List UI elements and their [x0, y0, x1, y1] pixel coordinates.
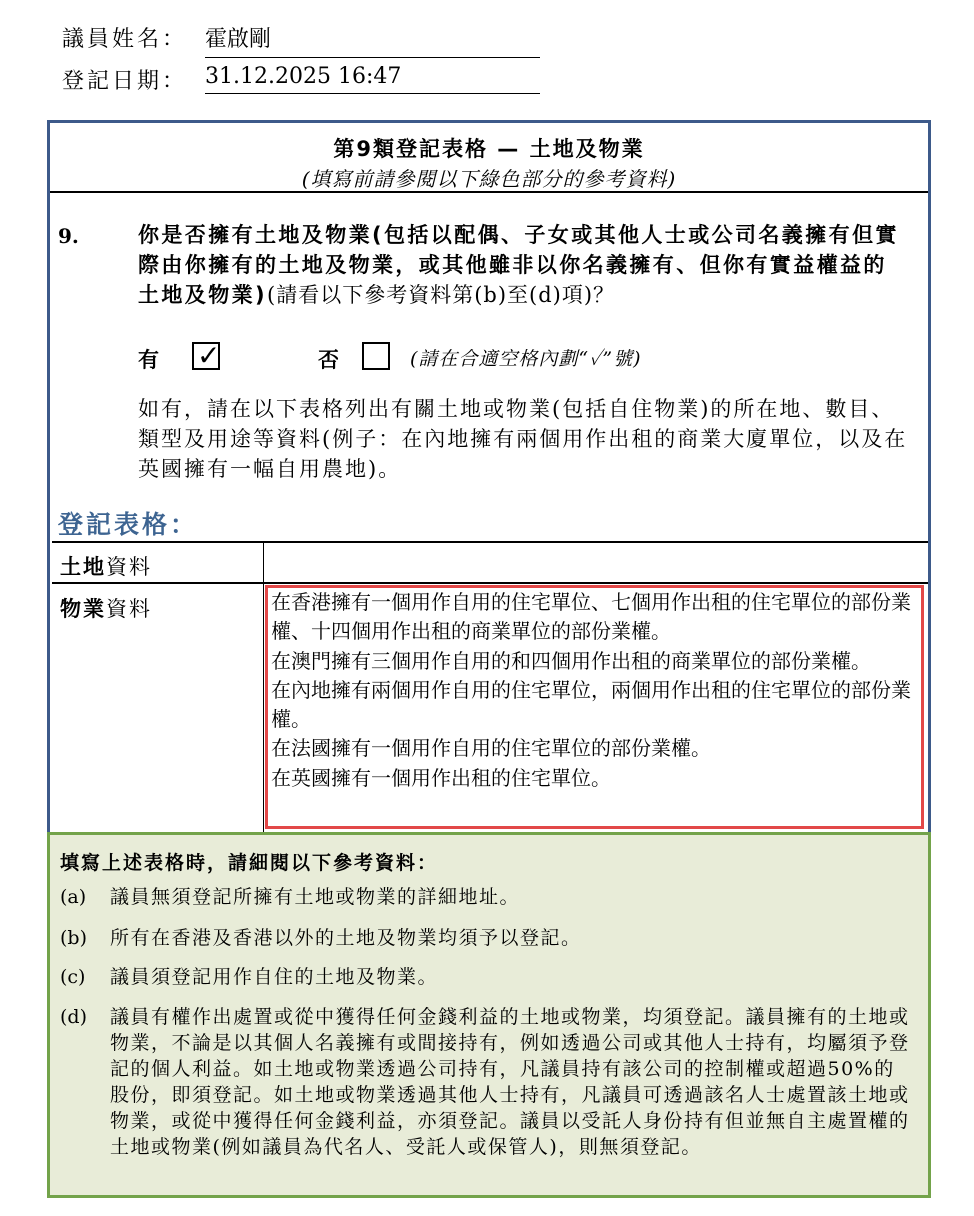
question-bold-text: 你是否擁有土地及物業(包括以配偶、子女或其他人士或公司名義擁有但實際由你擁有的土地及物業，或其他雖非以你名義擁有、但你有實益權益的土地及物業)	[138, 223, 899, 307]
reference-heading: 填寫上述表格時，請細閱以下參考資料：	[60, 852, 439, 874]
land-label-bold: 土地	[60, 555, 106, 579]
property-line-uk: 在英國擁有一個用作出租的住宅單位。	[271, 765, 611, 790]
checkmark-icon: ✓	[197, 339, 221, 372]
table-rule	[52, 582, 928, 584]
question-number: 9.	[58, 224, 79, 248]
checkbox-instruction: (請在合適空格內劃“✓”號)	[410, 348, 642, 370]
reference-label: (d)	[60, 1006, 87, 1028]
reference-label: (a)	[60, 886, 87, 908]
property-details	[271, 588, 923, 793]
land-label-rest: 資料	[106, 555, 152, 579]
question-text	[138, 220, 908, 310]
land-row-label	[60, 551, 152, 581]
reference-text: 所有在香港及香港以外的土地及物業均須予以登記。	[110, 927, 582, 949]
property-label-bold: 物業	[60, 597, 106, 621]
property-label-rest: 資料	[106, 597, 152, 621]
form-subtitle: (填寫前請參閱以下綠色部分的參考資料)	[301, 167, 677, 191]
reference-label: (c)	[60, 966, 86, 988]
question-reference-note: (請看以下參考資料第(b)至(d)項)？	[267, 283, 616, 307]
table-rule	[52, 541, 928, 543]
reference-label: (b)	[60, 927, 87, 949]
property-line-mainland: 在內地擁有兩個用作自用的住宅單位，兩個用作出租的住宅單位的部份業權。	[271, 677, 911, 732]
member-name-label: 議員姓名：	[62, 27, 188, 52]
yes-label: 有	[138, 348, 159, 372]
reference-text: 議員須登記用作自住的土地及物業。	[110, 966, 439, 988]
property-line-france: 在法國擁有一個用作自用的住宅單位的部份業權。	[271, 736, 711, 761]
reference-text: 議員有權作出處置或從中獲得任何金錢利益的土地或物業，均須登記。議員擁有的土地或物業，不論是以其個人名義擁有或間接持有，例如透過公司或其他人士持有，均屬須予登記的個人利益。如土地或物業透過公司持有，凡議員持有該公司的控制權或超過50%的股份，即須登記。如土地或物業透過其他人士持有，凡議員可透過該名人士處置該土地或物業，或從中獲得任何金錢利益，亦須登記。議員以受託人身份持有但並無自主處置權的土地或物業(例如議員為代名人、受託人或保管人)，則無須登記。	[110, 1006, 910, 1158]
registration-date-label: 登記日期：	[62, 69, 188, 94]
form-title-box	[50, 123, 928, 193]
reference-text: 議員無須登記所擁有土地或物業的詳細地址。	[110, 886, 521, 908]
registration-date-value: 31.12.2025 16:47	[205, 64, 540, 94]
form-title: 第9類登記表格 — 土地及物業	[333, 137, 645, 161]
no-checkbox[interactable]	[362, 342, 390, 370]
instruction-paragraph: 如有，請在以下表格列出有關土地或物業(包括自住物業)的所在地、數目、類型及用途等資料(例子：在內地擁有兩個用作出租的商業大廈單位，以及在英國擁有一幅自用農地)。	[138, 397, 908, 481]
no-label: 否	[318, 348, 339, 372]
table-column-divider	[263, 541, 264, 832]
member-name-value: 霍啟剛	[205, 22, 540, 58]
property-row-label	[60, 593, 152, 623]
property-line-macau: 在澳門擁有三個用作自用的和四個用作出租的商業單位的部份業權。	[271, 648, 871, 673]
property-line-hk: 在香港擁有一個用作自用的住宅單位、七個用作出租的住宅單位的部份業權、十四個用作出租的商業單位的部份業權。	[271, 590, 911, 644]
register-form-title: 登記表格：	[58, 510, 199, 539]
yes-checkbox[interactable]	[192, 339, 221, 372]
